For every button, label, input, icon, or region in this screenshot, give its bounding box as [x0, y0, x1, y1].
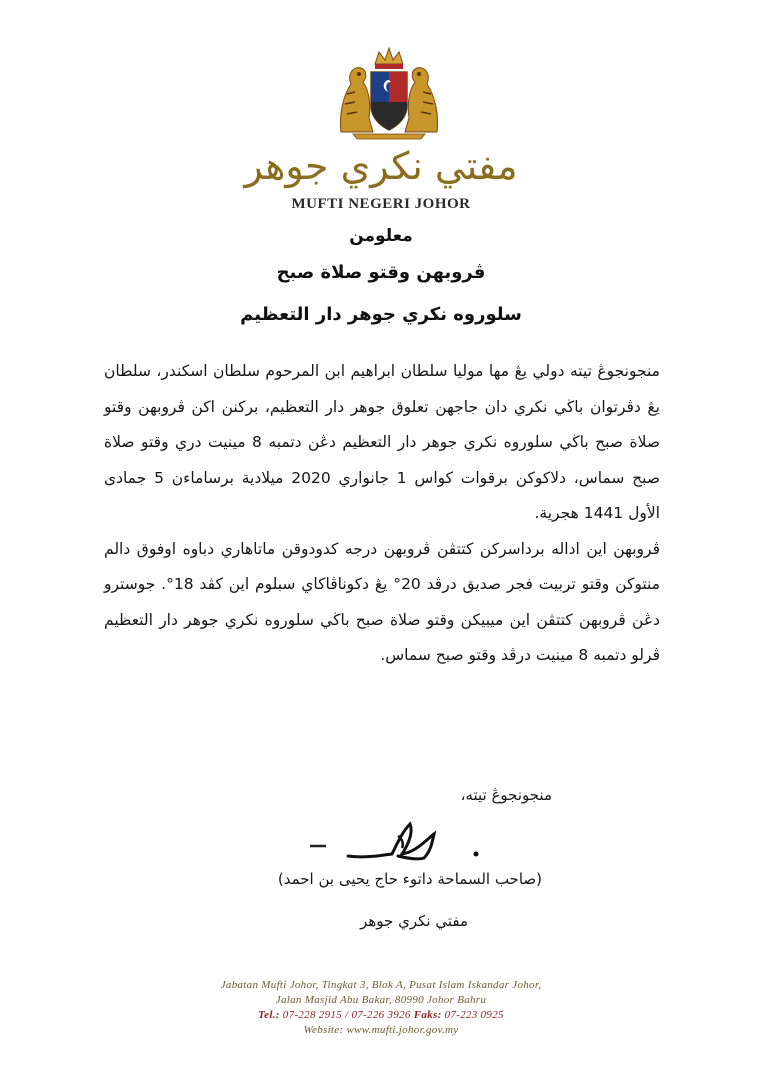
footer-website-line: [180, 1023, 582, 1038]
fax-label: Faks:: [413, 1009, 442, 1021]
notice-heading: معلومن: [349, 226, 413, 246]
footer-address-line-1: Jabatan Mufti Johor, Tingkat 3, Blok A, Pusat Islam Iskandar Johor,: [220, 979, 542, 991]
tel-value: 07-228 2915 / 07-226 3926: [282, 1009, 411, 1021]
letter-footer: [180, 978, 582, 1038]
signature-icon: [306, 812, 496, 872]
organization-name: MUFTI NEGERI JOHOR: [291, 196, 471, 212]
website-link[interactable]: www.mufti.johor.gov.my: [346, 1024, 459, 1036]
fax-value: 07-223 0925: [444, 1009, 504, 1021]
notice-body: [104, 354, 660, 674]
website-label: Website:: [303, 1024, 344, 1036]
notice-subtitle: سلوروه نكري جوهر دار التعظيم: [240, 304, 522, 325]
signatory-position: مفتي نكري جوهر: [360, 912, 468, 930]
signatory-name: (صاحب السماحة داتوء حاج يحيى بن احمد): [277, 870, 542, 888]
footer-address-line-2: Jalan Masjid Abu Bakar, 80990 Johor Bahru: [275, 994, 487, 1006]
footer-contact-line: [180, 1008, 582, 1023]
johor-crest-icon: [333, 44, 445, 140]
closing-phrase: منجونجوڠ تيته،: [460, 786, 552, 804]
body-paragraph-2: ڤروبهن اين اداله برداسركن كتتڤن ڤروبهن درجه كدودوقن ماتاهاري دباوه اوفوق دالم منتوكن وقتو تربيت فجر صديق درڤد 20° يڠ دكوناڤاكاي سبلوم اين كڤد 18°. جوسترو دڠن ڤروبهن كتتڤن اين ميبيكن وقتو صلاة صبح باڬي سلوروه نكري جوهر دار التعظيم ڤرلو دتمبه 8 مينيت درڤد وقتو صبح سماس.: [104, 539, 661, 664]
mufti-jawi-logo: مفتي نكري جوهر: [244, 144, 518, 188]
tel-label: Tel.:: [258, 1009, 280, 1021]
body-paragraph-1: منجونجوڠ تيته دولي يڠ مها موليا سلطان ابراهيم ابن المرحوم سلطان اسكندر، سلطان يڠ دڤرتوان باڬي نكري دان جاجهن تعلوق جوهر دار التعظيم، بركنن اكن ڤروبهن وقتو صلاة صبح باڬي سلوروه نكري جوهر دار التعظيم دڠن دتمبه 8 مينيت دري وقتو صلاة صبح سماس، دلاكوكن برقوات كواس 1 جانواري 2020 ميلادية برساماءن 5 جمادى الأول 1441 هجرية.: [104, 362, 660, 522]
notice-title: ڤروبهن وقتو صلاة صبح: [276, 262, 486, 283]
